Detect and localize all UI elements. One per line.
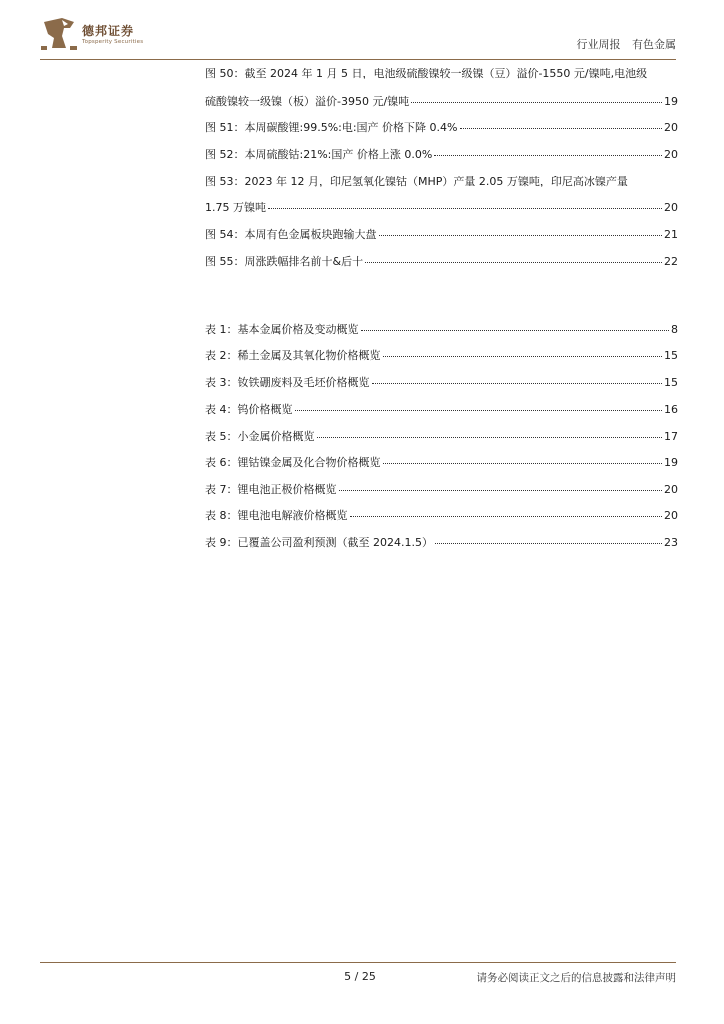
leader-dots <box>434 154 662 156</box>
logo-chinese-name: 德邦证券 <box>82 24 135 38</box>
leader-dots <box>365 261 662 263</box>
table-entry[interactable] <box>205 537 678 548</box>
leader-dots <box>411 101 662 103</box>
report-sector: 有色金属 <box>632 38 676 51</box>
figure-entry[interactable] <box>205 122 678 133</box>
leader-dots <box>361 329 670 331</box>
table-entry[interactable] <box>205 324 678 335</box>
table-entry[interactable] <box>205 350 678 361</box>
table-page: 20 <box>664 509 678 522</box>
leader-dots <box>339 489 663 491</box>
figure-title: 硫酸镍较一级镍（板）溢价-3950 元/镍吨 <box>205 95 410 108</box>
leader-dots <box>372 382 663 384</box>
table-title: 表 4：钨价格概览 <box>205 403 293 416</box>
figure-entry-line1: 图 50：截至 2024 年 1 月 5 日，电池级硫酸镍较一级镍（豆）溢价-1550 元/镍吨,电池级 <box>205 68 648 79</box>
figure-title: 图 55：周涨跌幅排名前十&后十 <box>205 255 364 268</box>
leader-dots <box>379 234 663 236</box>
leader-dots <box>317 436 663 438</box>
leader-dots <box>383 355 663 357</box>
table-entry[interactable] <box>205 510 678 521</box>
report-category: 行业周报 <box>576 38 621 51</box>
footer-divider <box>40 962 676 963</box>
leader-dots <box>435 542 662 544</box>
figure-page: 21 <box>664 228 678 241</box>
figure-title: 图 51：本周碳酸锂:99.5%:电:国产 价格下降 0.4% <box>205 121 458 134</box>
report-type <box>577 36 677 52</box>
legal-disclaimer: 请务必阅读正文之后的信息披露和法律声明 <box>476 972 676 984</box>
leader-dots <box>383 462 663 464</box>
figure-entry[interactable] <box>205 229 678 240</box>
table-title: 表 8：锂电池电解液价格概览 <box>205 509 348 522</box>
table-title: 表 1：基本金属价格及变动概览 <box>205 323 359 336</box>
figure-title: 图 52：本周硫酸钴:21%:国产 价格上涨 0.0% <box>205 148 433 161</box>
table-page: 20 <box>664 483 678 496</box>
figure-page: 20 <box>664 201 678 214</box>
figure-title: 图 54：本周有色金属板块跑输大盘 <box>205 228 377 241</box>
figure-page: 19 <box>664 95 678 108</box>
table-page: 15 <box>664 349 678 362</box>
logo-english-name: Topsperity Securities <box>82 39 144 45</box>
figure-entry[interactable] <box>205 149 678 160</box>
leader-dots <box>295 409 663 411</box>
table-page: 16 <box>664 403 678 416</box>
figure-title: 1.75 万镍吨 <box>205 201 266 214</box>
table-title: 表 5：小金属价格概览 <box>205 430 315 443</box>
table-entry[interactable] <box>205 404 678 415</box>
table-title: 表 6：锂钴镍金属及化合物价格概览 <box>205 456 381 469</box>
figure-entry[interactable] <box>205 96 678 107</box>
table-title: 表 2：稀土金属及其氧化物价格概览 <box>205 349 381 362</box>
page-number: 5 / 25 <box>344 970 376 983</box>
table-page: 17 <box>664 430 678 443</box>
table-page: 23 <box>664 536 678 549</box>
table-page: 15 <box>664 376 678 389</box>
table-entry[interactable] <box>205 377 678 388</box>
figure-page: 22 <box>664 255 678 268</box>
table-title: 表 7：锂电池正极价格概览 <box>205 483 337 496</box>
table-entry[interactable] <box>205 484 678 495</box>
leader-dots <box>268 207 662 209</box>
figure-entry-line1: 图 53：2023 年 12 月，印尼氢氧化镍钴（MHP）产量 2.05 万镍吨，印尼高冰镍产量 <box>205 176 628 187</box>
figure-entry[interactable] <box>205 202 678 213</box>
company-logo <box>40 14 190 54</box>
horse-logo-icon <box>40 16 80 52</box>
leader-dots <box>350 515 663 517</box>
leader-dots <box>460 127 663 129</box>
page-header <box>40 12 676 58</box>
figure-entry[interactable] <box>205 256 678 267</box>
figure-page: 20 <box>664 148 678 161</box>
table-page: 19 <box>664 456 678 469</box>
table-entry[interactable] <box>205 457 678 468</box>
table-title: 表 3：钕铁硼废料及毛坯价格概览 <box>205 376 370 389</box>
figure-page: 20 <box>664 121 678 134</box>
table-page: 8 <box>671 323 678 336</box>
header-divider <box>40 59 676 60</box>
table-title: 表 9：已覆盖公司盈利预测（截至 2024.1.5） <box>205 536 433 549</box>
table-entry[interactable] <box>205 431 678 442</box>
